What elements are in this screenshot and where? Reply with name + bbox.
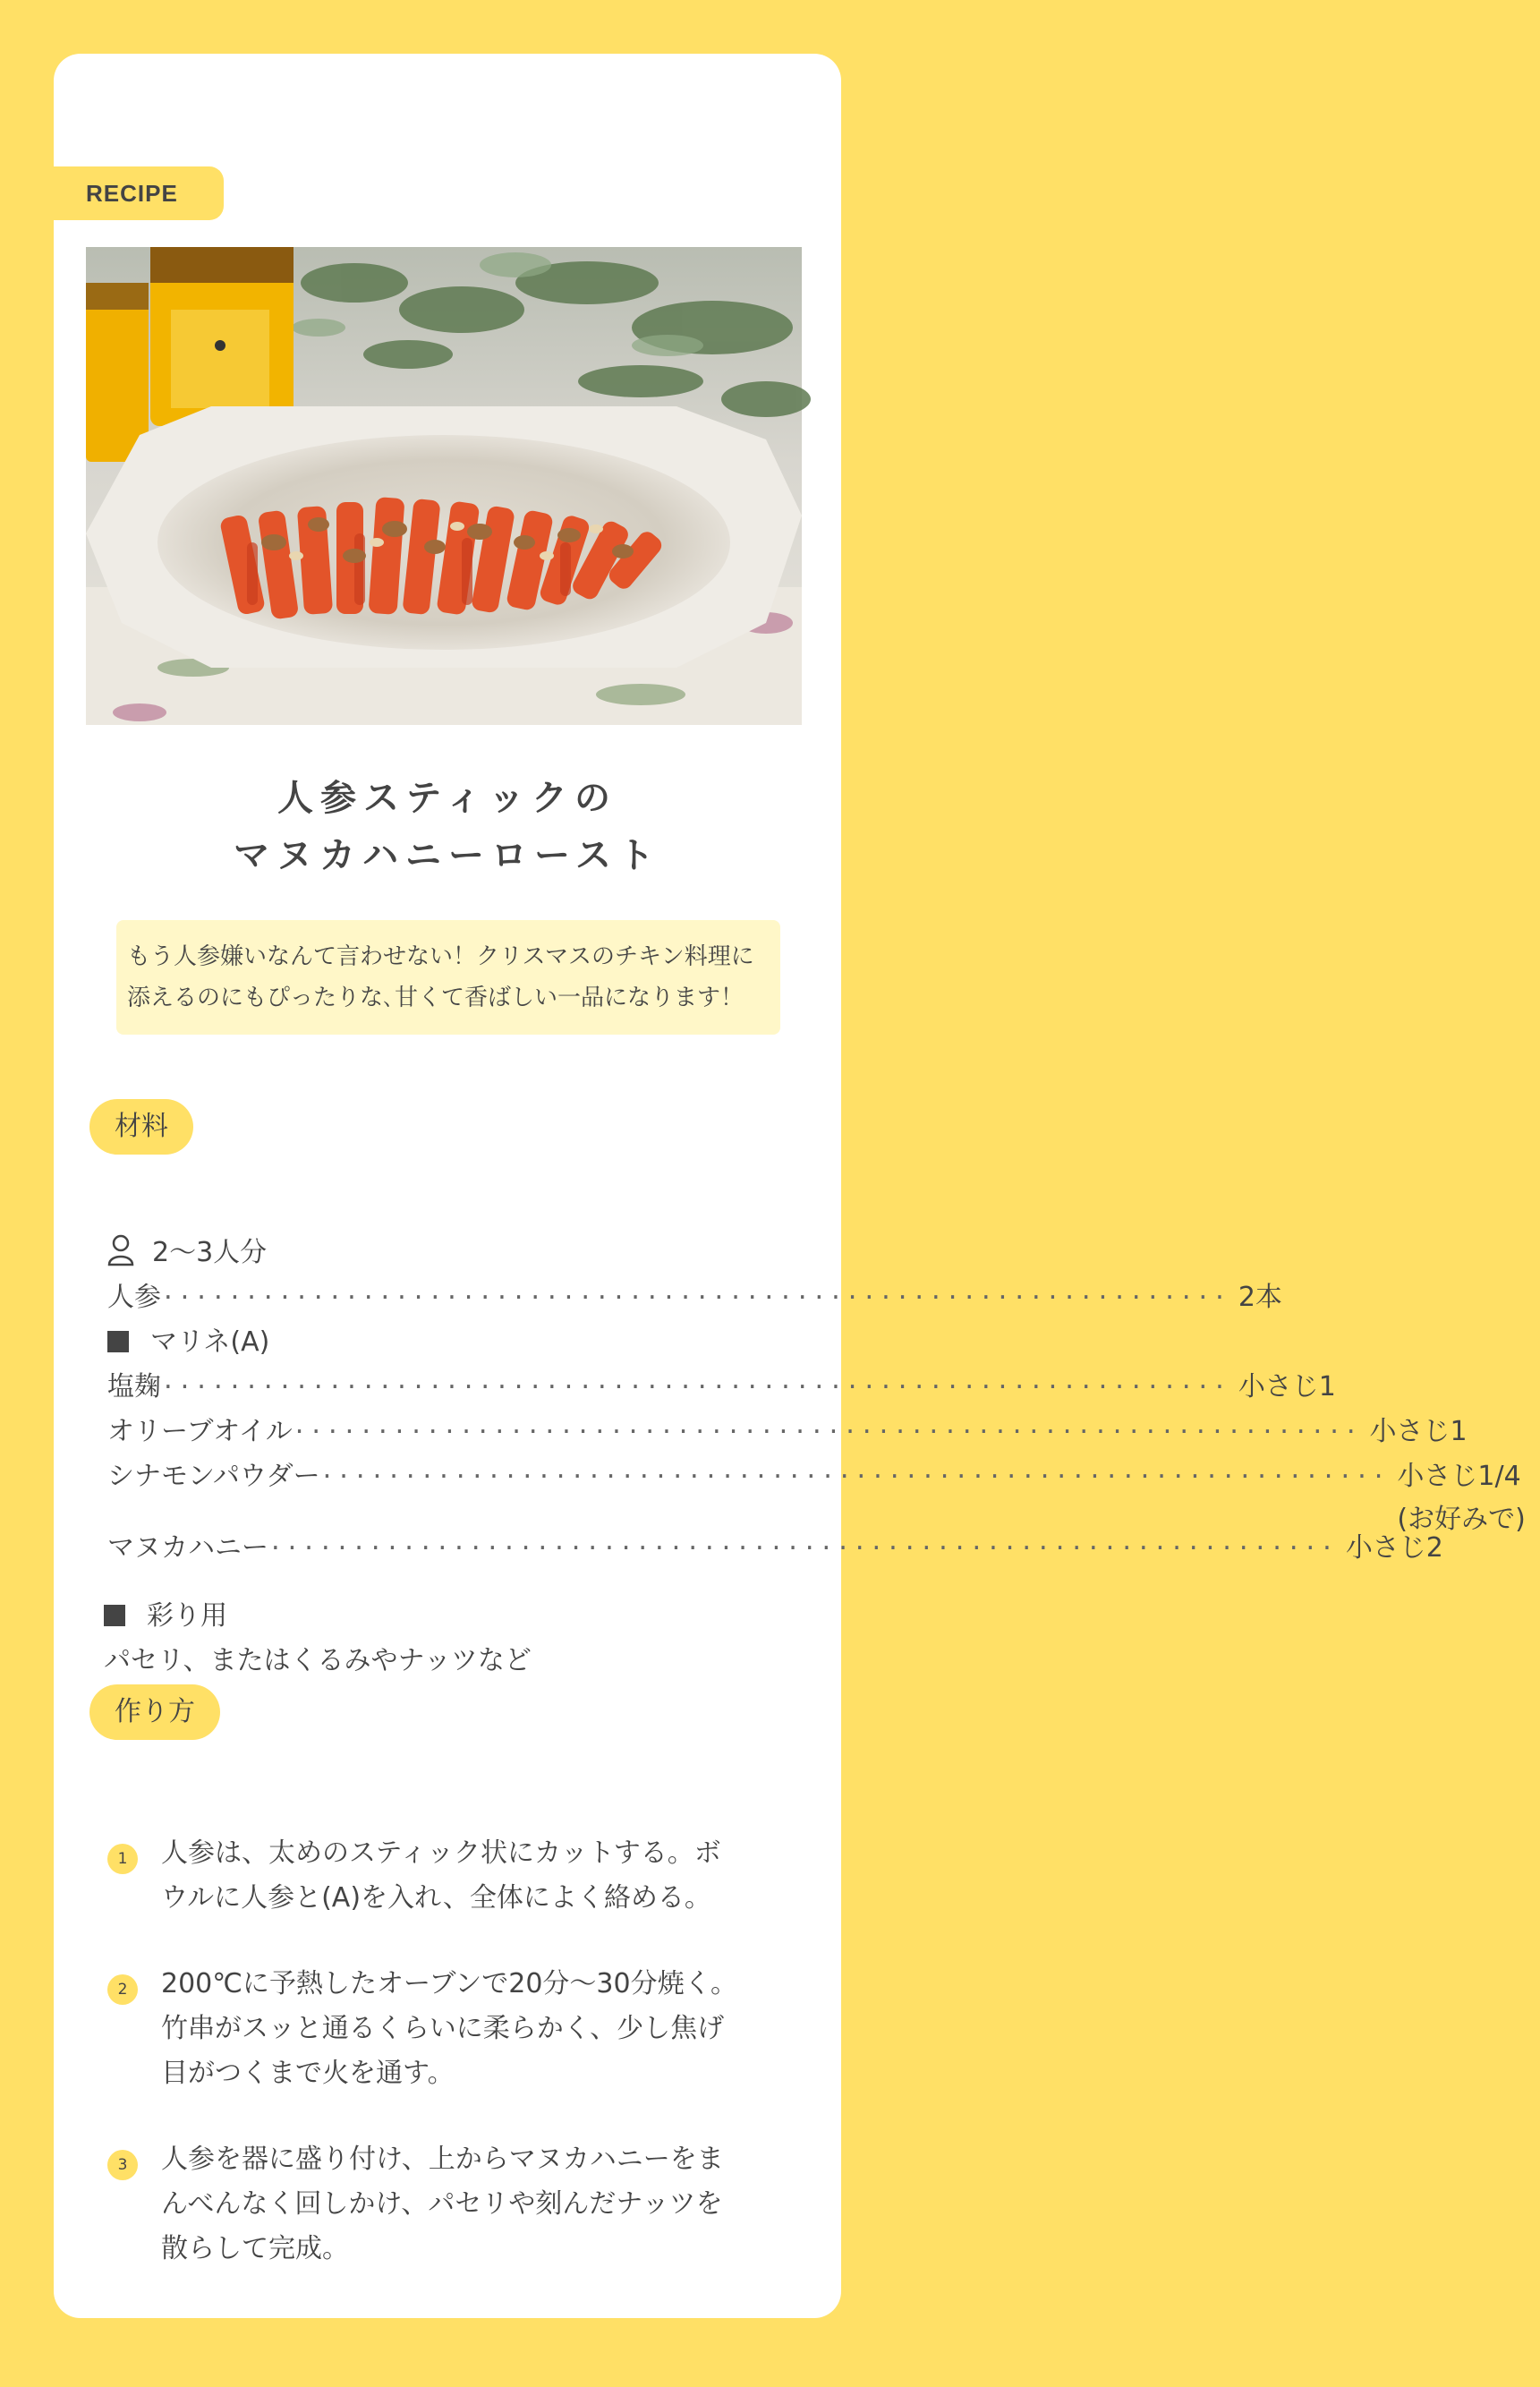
step-item (107, 2137, 787, 2272)
recipe-title-line1: 人参スティックの (277, 778, 617, 819)
square-bullet-icon (107, 1331, 129, 1352)
roasted-carrots-photo (86, 247, 802, 725)
garnish-heading (104, 1595, 775, 1638)
servings (107, 1232, 779, 1274)
ingredient-amount: 2本 (1238, 1282, 1282, 1313)
steps-heading: 作り方 (89, 1684, 220, 1740)
leader-dots: ································································ (268, 1535, 1337, 1562)
step-item (107, 1962, 787, 2096)
person-icon (107, 1234, 134, 1266)
ingredient-row (107, 1366, 1336, 1409)
lead-line2: 添えるのにもぴったりな､甘くて香ばしい一品になります！ (127, 985, 744, 1011)
step-line: 人参を器に盛り付け、上からマヌカハニーをま (161, 2144, 724, 2175)
step-text (161, 1831, 787, 1921)
recipe-card (54, 54, 1526, 2318)
leader-dots: ································································ (319, 1463, 1389, 1490)
ingredient-row (107, 1411, 1468, 1454)
ingredient-amount-value: 小さじ1/4 (1397, 1461, 1521, 1492)
leader-dots: ································································ (161, 1374, 1229, 1401)
leader-dots: ································································ (161, 1284, 1229, 1311)
materials-heading: 材料 (89, 1099, 193, 1155)
marinade-heading (107, 1321, 779, 1364)
ingredient-name: オリーブオイル (107, 1416, 293, 1447)
recipe-photo (86, 247, 802, 725)
servings-text: 2〜3人分 (152, 1237, 268, 1268)
ingredient-amount: 小さじ1 (1369, 1416, 1468, 1447)
ingredient-row (107, 1276, 1282, 1319)
ingredient-name: 人参 (107, 1282, 161, 1313)
ingredient-amount: 小さじ2 (1345, 1532, 1443, 1564)
step-line: んべんなく回しかけ、パセリや刻んだナッツを (161, 2188, 723, 2220)
step-line: 目がつくまで火を通す。 (161, 2058, 455, 2089)
leader-dots: ································································ (292, 1419, 1361, 1445)
ingredient-amount: 小さじ1 (1238, 1371, 1336, 1402)
marinade-heading-text: マリネ(A) (150, 1326, 270, 1358)
ingredient-row (107, 1527, 1443, 1570)
step-number: 1 (107, 1844, 138, 1874)
ingredient-name: シナモンパウダー (107, 1461, 320, 1492)
step-text (161, 1962, 787, 2096)
step-line: 竹串がスッと通るくらいに柔らかく、少し焦げ (161, 2013, 725, 2044)
step-line: 200℃に予熱したオーブンで20分〜30分焼く。 (161, 1968, 737, 1999)
garnish-heading-text: 彩り用 (147, 1600, 227, 1632)
recipe-title (54, 770, 841, 884)
step-text (161, 2137, 787, 2272)
step-number: 2 (107, 1974, 138, 2005)
ingredient-name: マヌカハニー (107, 1532, 268, 1564)
ingredient-amount-note: (お好みで) (1397, 1504, 1526, 1535)
step-line: 人参は、太めのスティック状にカットする。ボ (161, 1837, 721, 1869)
step-number: 3 (107, 2150, 138, 2180)
step-line: 散らして完成。 (161, 2233, 349, 2264)
garnish-text: パセリ、またはくるみやナッツなど (104, 1645, 532, 1676)
recipe-tag: RECIPE (54, 166, 224, 220)
recipe-lead (116, 920, 780, 1035)
step-line: ウルに人参と(A)を入れ、全体によく絡める。 (161, 1882, 711, 1914)
lead-line1: もう人参嫌いなんて言わせない！クリスマスのチキン料理に (127, 943, 754, 970)
step-item (107, 1831, 787, 1921)
ingredient-name: 塩麹 (107, 1371, 161, 1402)
square-bullet-icon (104, 1605, 125, 1626)
recipe-title-line2: マヌカハニーロースト (234, 835, 661, 876)
